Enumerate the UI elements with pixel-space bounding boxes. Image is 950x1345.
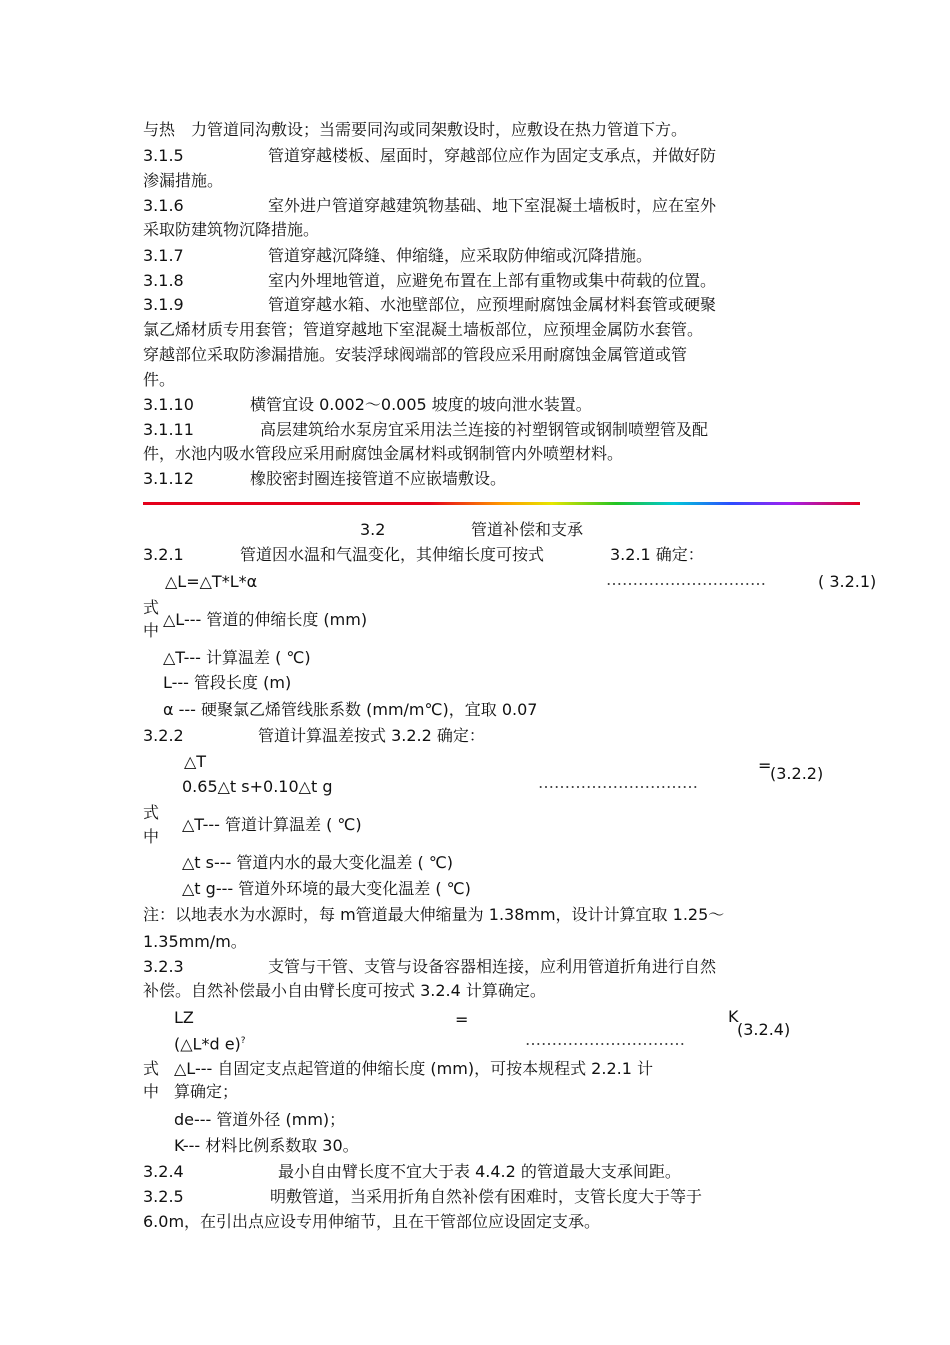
- variable-definition: △t g--- 管道外环境的最大变化温差 ( ℃): [182, 879, 471, 898]
- clause-number: 3.2.1: [143, 545, 184, 564]
- paragraph-line: 补偿。自然补偿最小自由臂长度可按式 3.2.4 计算确定。: [143, 981, 546, 1000]
- variable-definition: de--- 管道外径 (mm)；: [174, 1110, 346, 1129]
- paragraph-line: 管道计算温差按式 3.2.2 确定：: [258, 726, 485, 745]
- formula-number: (3.2.2): [770, 764, 824, 783]
- paragraph-line: 橡胶密封圈连接管道不应嵌墙敷设。: [250, 469, 507, 488]
- label-zhong: 中: [143, 827, 160, 846]
- leader-dots: …………………………: [525, 1030, 685, 1049]
- clause-number: 3.2.3: [143, 957, 184, 976]
- formula-lhs: △T: [184, 752, 207, 771]
- clause-number: 3.1.7: [143, 246, 184, 265]
- paragraph-line: 氯乙烯材质专用套管；管道穿越地下室混凝土墙板部位，应预埋金属防水套管。: [143, 320, 704, 339]
- paragraph-line: 件，水池内吸水管段应采用耐腐蚀金属材料或钢制管内外喷塑材料。: [143, 444, 624, 463]
- variable-definition: △L--- 管道的伸缩长度 (mm): [163, 610, 368, 629]
- paragraph-line: 最小自由臂长度不宜大于表 4.4.2 的管道最大支承间距。: [278, 1162, 681, 1181]
- paragraph-line: 管道穿越水箱、水池壁部位，应预埋耐腐蚀金属材料套管或硬聚: [268, 295, 717, 314]
- formula-coefficient: K: [728, 1007, 739, 1026]
- paragraph-line: 6.0m，在引出点应设专用伸缩节，且在干管部位应设固定支承。: [143, 1212, 601, 1231]
- clause-number: 3.1.5: [143, 146, 184, 165]
- paragraph-line: 件。: [143, 370, 176, 389]
- formula: △L=△T*L*α: [165, 572, 258, 591]
- variable-definition: △T--- 计算温差 ( ℃): [163, 648, 311, 667]
- formula-lhs: LZ: [174, 1008, 194, 1027]
- paragraph-line: 管道因水温和气温变化，其伸缩长度可按式: [240, 545, 545, 564]
- variable-definition: 算确定；: [174, 1082, 239, 1101]
- paragraph-line: 支管与干管、支管与设备容器相连接，应利用管道折角进行自然: [268, 957, 717, 976]
- paragraph-line: 穿越部位采取防渗漏措施。安装浮球阀端部的管段应采用耐腐蚀金属管道或管: [143, 345, 688, 364]
- paragraph-line: 室外进户管道穿越建筑物基础、地下室混凝土墙板时，应在室外: [268, 196, 717, 215]
- leader-dots: …………………………: [606, 570, 766, 589]
- note-line: 1.35mm/m。: [143, 932, 247, 951]
- variable-definition: L--- 管段长度 (m): [163, 673, 292, 692]
- variable-definition: △L--- 自固定支点起管道的伸缩长度 (mm)，可按本规程式 2.2.1 计: [174, 1059, 653, 1078]
- clause-number: 3.1.12: [143, 469, 194, 488]
- label-shi: 式: [143, 598, 160, 617]
- section-title: 管道补偿和支承: [471, 520, 584, 539]
- paragraph-line: 与热 力管道同沟敷设；当需要同沟或同架敷设时，应敷设在热力管道下方。: [143, 120, 688, 139]
- clause-number: 3.2.2: [143, 726, 184, 745]
- formula-number: (3.2.4): [737, 1020, 791, 1039]
- variable-definition: K--- 材料比例系数取 30。: [174, 1136, 359, 1155]
- paragraph-line: 渗漏措施。: [143, 171, 224, 190]
- label-shi: 式: [143, 1059, 160, 1078]
- label-zhong: 中: [143, 621, 160, 640]
- paragraph-line: 管道穿越楼板、屋面时，穿越部位应作为固定支承点，并做好防: [268, 146, 717, 165]
- formula-equals: =: [758, 756, 772, 775]
- rainbow-divider: [143, 502, 860, 505]
- clause-number: 3.1.11: [143, 420, 194, 439]
- clause-number: 3.1.6: [143, 196, 184, 215]
- leader-dots: …………………………: [538, 773, 698, 792]
- formula-equals: =: [455, 1010, 469, 1029]
- paragraph-line: 横管宜设 0.002～0.005 坡度的坡向泄水装置。: [250, 395, 592, 414]
- paragraph-line: 高层建筑给水泵房宜采用法兰连接的衬塑钢管或钢制喷塑管及配: [260, 420, 709, 439]
- paragraph-line: 3.2.1 确定：: [610, 545, 704, 564]
- formula-rhs: [174, 1031, 246, 1054]
- clause-number: 3.2.4: [143, 1162, 184, 1181]
- label-shi: 式: [143, 803, 160, 822]
- label-zhong: 中: [143, 1082, 160, 1101]
- formula-exponent: ?: [240, 1036, 246, 1046]
- formula-number: ( 3.2.1): [818, 572, 877, 591]
- clause-number: 3.1.9: [143, 295, 184, 314]
- variable-definition: α --- 硬聚氯乙烯管线胀系数 (mm/m℃)，宜取 0.07: [163, 700, 538, 719]
- paragraph-line: 管道穿越沉降缝、伸缩缝，应采取防伸缩或沉降措施。: [268, 246, 653, 265]
- formula-rhs: 0.65△t s+0.10△t g: [182, 777, 333, 796]
- paragraph-line: 明敷管道，当采用折角自然补偿有困难时，支管长度大于等于: [270, 1187, 703, 1206]
- variable-definition: △t s--- 管道内水的最大变化温差 ( ℃): [182, 853, 454, 872]
- clause-number: 3.1.8: [143, 271, 184, 290]
- section-number: 3.2: [360, 520, 386, 539]
- paragraph-line: 采取防建筑物沉降措施。: [143, 220, 320, 239]
- clause-number: 3.1.10: [143, 395, 194, 414]
- note-line: 注：以地表水为水源时，每 m管道最大伸缩量为 1.38mm，设计计算宜取 1.25～: [143, 905, 725, 924]
- variable-definition: △T--- 管道计算温差 ( ℃): [182, 815, 362, 834]
- formula-rhs-text: (△L*d e): [174, 1034, 241, 1054]
- paragraph-line: 室内外埋地管道，应避免布置在上部有重物或集中荷载的位置。: [268, 271, 717, 290]
- clause-number: 3.2.5: [143, 1187, 184, 1206]
